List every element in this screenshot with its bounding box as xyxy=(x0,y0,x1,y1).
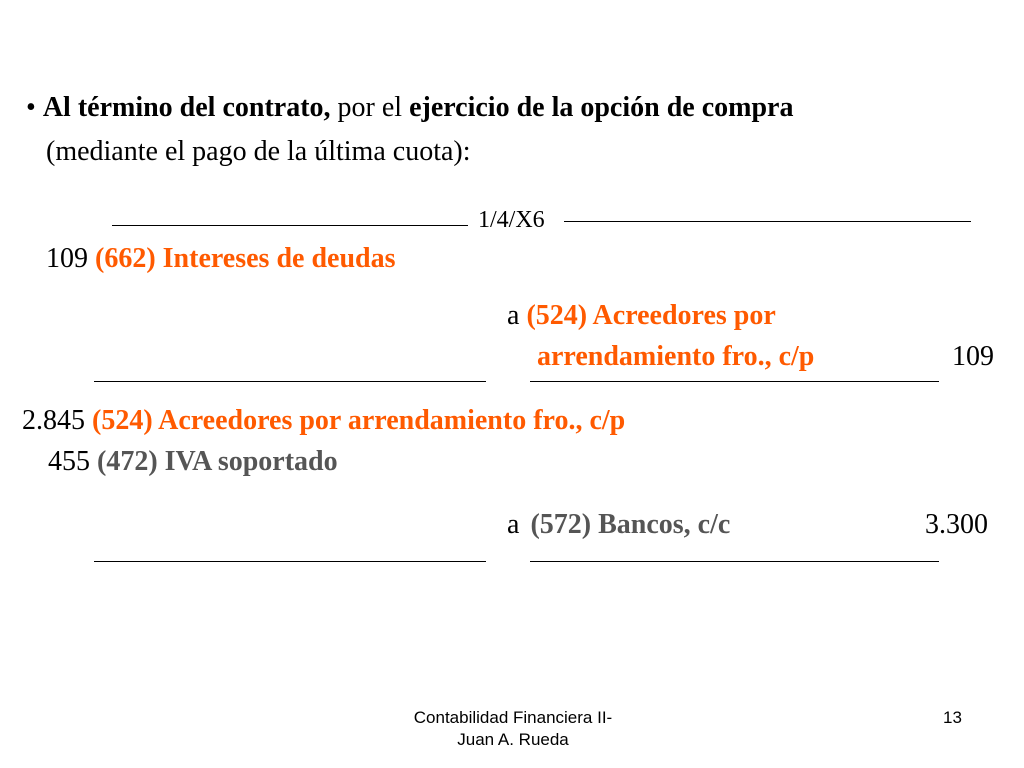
entry2-credit-amount: 3.300 xyxy=(925,509,988,540)
date-rule-left xyxy=(112,225,468,226)
entry1-credit-prefix: a xyxy=(507,300,520,331)
entry1-debit-amount: 109 xyxy=(46,243,88,274)
intro-bold-1: Al término del contrato, xyxy=(42,92,331,123)
entry1-debit-line xyxy=(46,243,395,275)
entry2-debit-line-1 xyxy=(22,405,625,437)
date-rule-right xyxy=(564,221,971,222)
entry2-credit-prefix: a xyxy=(507,509,520,540)
entry1-rule-left xyxy=(94,381,486,382)
entry2-credit-line xyxy=(507,509,730,541)
intro-bold-2: ejercicio de la opción de compra xyxy=(409,92,794,123)
entry2-rule-right xyxy=(530,561,939,562)
entry1-debit-account: (662) Intereses de deudas xyxy=(95,243,396,274)
entry2-debit-line-2 xyxy=(48,446,338,478)
entry1-credit-account-2: arrendamiento fro., c/p xyxy=(537,341,815,372)
entry1-credit-account-1: (524) Acreedores por xyxy=(526,300,776,331)
footer-line-2: Juan A. Rueda xyxy=(457,730,569,749)
footer-line-1: Contabilidad Financiera II- xyxy=(413,708,613,727)
bullet-text xyxy=(26,92,793,124)
entry1-credit-line-1 xyxy=(507,300,776,332)
entry1-credit-amount: 109 xyxy=(952,341,994,372)
entry2-credit-account: (572) Bancos, c/c xyxy=(530,509,731,540)
entry2-debit1-amount: 2.845 xyxy=(22,405,85,436)
page-number: 13 xyxy=(943,708,962,727)
entry1-rule-right xyxy=(530,381,939,382)
entry2-debit1-account: (524) Acreedores por arrendamiento fro., c/p xyxy=(92,405,626,436)
entry2-debit2-account: (472) IVA soportado xyxy=(97,446,338,477)
footer-credit xyxy=(398,707,628,751)
intro-line-2: (mediante el pago de la última cuota): xyxy=(46,136,471,167)
entry2-rule-left xyxy=(94,561,486,562)
bullet-glyph: • xyxy=(26,92,36,123)
entry2-debit2-amount: 455 xyxy=(48,446,90,477)
intro-normal-1: por el xyxy=(330,92,410,123)
entry-date: 1/4/X6 xyxy=(478,207,545,233)
